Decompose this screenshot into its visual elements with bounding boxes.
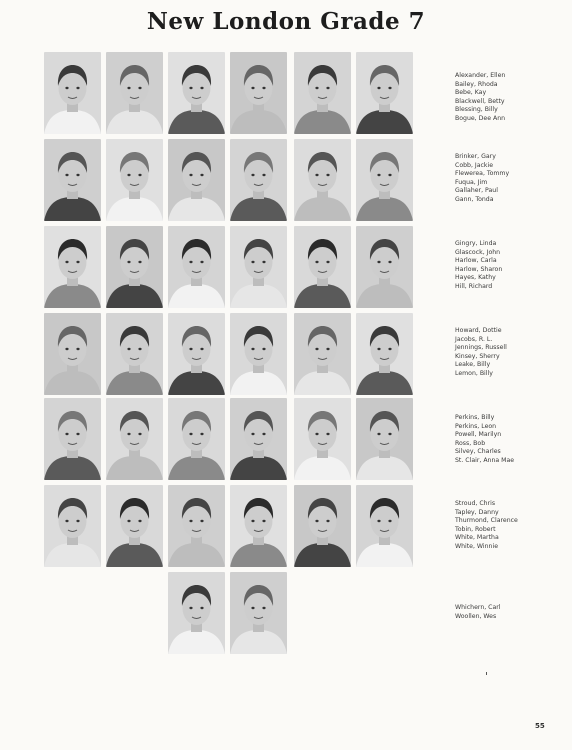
student-portrait xyxy=(230,313,287,395)
student-portrait xyxy=(294,226,351,308)
student-name: Bailey, Rhoda xyxy=(455,80,498,88)
name-list xyxy=(455,414,570,466)
student-portrait xyxy=(44,226,101,308)
student-portrait xyxy=(106,398,163,480)
student-name: Gallaher, Paul xyxy=(455,187,498,195)
page-number: 55 xyxy=(535,722,545,730)
student-portrait xyxy=(106,313,163,395)
student-name: Brinker, Gary xyxy=(455,153,496,160)
student-name: Bebe, Kay xyxy=(455,89,487,97)
student-portrait xyxy=(44,398,101,480)
student-name: Ross, Bob xyxy=(455,439,486,447)
student-portrait xyxy=(106,226,163,308)
student-name: Howard, Dottie xyxy=(455,327,502,334)
student-portrait xyxy=(356,485,413,567)
student-portrait xyxy=(168,52,225,134)
student-name: Leake, Billy xyxy=(455,361,491,369)
student-portrait xyxy=(356,313,413,395)
student-name: Harlow, Carla xyxy=(455,257,497,265)
name-list xyxy=(455,72,570,124)
name-list xyxy=(455,327,570,379)
name-list xyxy=(455,604,570,621)
student-name: Blackwell, Betty xyxy=(455,97,505,105)
student-name: Tobin, Robert xyxy=(455,525,496,533)
student-portrait xyxy=(168,572,225,654)
student-portrait xyxy=(230,226,287,308)
name-list xyxy=(455,240,570,292)
student-name: Gann, Tonda xyxy=(455,195,494,203)
name-list xyxy=(455,153,570,205)
student-name: Lemon, Billy xyxy=(455,369,493,377)
student-name: Woollen, Wes xyxy=(455,612,497,620)
student-name: Blessing, Billy xyxy=(455,106,498,114)
student-portrait xyxy=(106,139,163,221)
student-name: Glascock, John xyxy=(455,248,501,256)
student-portrait xyxy=(294,398,351,480)
student-portrait xyxy=(44,313,101,395)
student-portrait xyxy=(44,485,101,567)
student-name: St. Clair, Anna Mae xyxy=(455,456,515,464)
student-name: Whichern, Carl xyxy=(455,604,501,611)
student-name: Thurmond, Clarence xyxy=(455,517,518,525)
student-portrait xyxy=(230,52,287,134)
student-name: White, Martha xyxy=(455,534,499,542)
student-name: Gingry, Linda xyxy=(455,240,497,247)
student-portrait xyxy=(106,52,163,134)
student-portrait xyxy=(294,485,351,567)
student-name: Kinsey, Sherry xyxy=(455,352,500,360)
student-name: Cobb, Jackie xyxy=(455,161,494,169)
student-portrait xyxy=(294,313,351,395)
student-name: Tapley, Danny xyxy=(455,508,499,516)
student-name: Harlow, Sharon xyxy=(455,265,503,273)
student-portrait xyxy=(356,398,413,480)
student-portrait xyxy=(44,139,101,221)
student-portrait xyxy=(168,485,225,567)
student-portrait xyxy=(230,139,287,221)
stray-mark xyxy=(486,672,487,675)
student-portrait xyxy=(168,139,225,221)
student-name: Alexander, Ellen xyxy=(455,72,506,79)
student-portrait xyxy=(230,398,287,480)
student-portrait xyxy=(356,226,413,308)
page-title: New London Grade 7 xyxy=(146,8,426,35)
student-portrait xyxy=(168,313,225,395)
student-name: Jennings, Russell xyxy=(455,344,507,352)
student-portrait xyxy=(294,52,351,134)
student-name: Flewerea, Tommy xyxy=(455,170,510,178)
student-name: Jacobs, R. L. xyxy=(455,335,493,343)
student-portrait xyxy=(230,572,287,654)
student-name: Fuqua, Jim xyxy=(455,178,488,186)
student-name: Stroud, Chris xyxy=(455,500,496,507)
student-portrait xyxy=(356,52,413,134)
name-list xyxy=(455,500,570,552)
student-name: Perkins, Billy xyxy=(455,414,495,421)
student-portrait xyxy=(44,52,101,134)
student-name: Powell, Marilyn xyxy=(455,431,502,439)
student-name: Silvey, Charles xyxy=(455,448,501,456)
student-name: Bogue, Dee Ann xyxy=(455,114,506,122)
student-portrait xyxy=(168,226,225,308)
student-portrait xyxy=(356,139,413,221)
student-portrait xyxy=(168,398,225,480)
student-name: Perkins, Leon xyxy=(455,422,497,430)
student-name: Hill, Richard xyxy=(455,282,493,290)
student-name: White, Winnie xyxy=(455,542,498,550)
student-portrait xyxy=(230,485,287,567)
student-portrait xyxy=(106,485,163,567)
student-portrait xyxy=(294,139,351,221)
student-name: Hayes, Kathy xyxy=(455,274,496,282)
